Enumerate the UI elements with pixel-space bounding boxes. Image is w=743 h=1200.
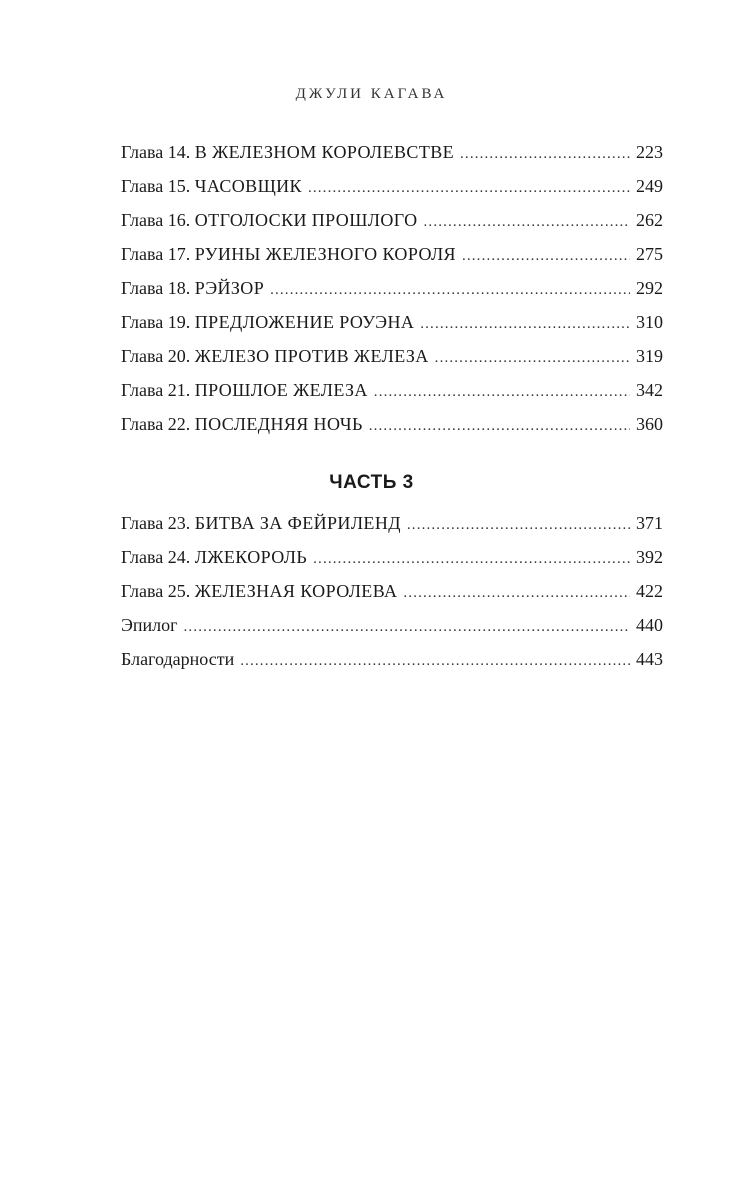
toc-entry-title: ЖЕЛЕЗНАЯ КОРОЛЕВА (194, 581, 398, 601)
toc-entry (121, 614, 663, 648)
toc-entry (121, 243, 663, 277)
toc-entry-prefix: Глава 20. (121, 346, 195, 366)
toc-entry-page: 292 (636, 278, 663, 298)
dot-leader (374, 381, 630, 403)
dot-leader (460, 143, 630, 165)
toc-entry-page: 440 (636, 615, 663, 635)
toc-entry (121, 175, 663, 209)
toc-entry-page: 275 (636, 244, 663, 264)
toc-entry (121, 580, 663, 614)
toc-entry-label (121, 512, 401, 534)
toc-entry-title: ЖЕЛЕЗО ПРОТИВ ЖЕЛЕЗА (194, 346, 429, 366)
part-heading: ЧАСТЬ 3 (329, 472, 414, 493)
toc-list (121, 141, 663, 447)
dot-leader (407, 514, 630, 536)
toc-entry-prefix: Глава 22. (121, 414, 195, 434)
toc-entry-label (121, 277, 264, 299)
toc-entry-title: ЧАСОВЩИК (194, 176, 302, 196)
toc-entry-prefix: Глава 19. (121, 312, 195, 332)
dot-leader (424, 211, 630, 233)
dot-leader (240, 650, 630, 672)
toc-entry-label (121, 209, 418, 231)
dot-leader (369, 415, 630, 437)
toc-entry-label (121, 311, 414, 333)
toc-entry-prefix: Глава 21. (121, 380, 195, 400)
toc-entry-prefix: Глава 14. (121, 142, 195, 162)
dot-leader (270, 279, 630, 301)
toc-entry (121, 512, 663, 546)
toc-entry (121, 345, 663, 379)
toc-entry-label (121, 413, 363, 435)
toc-entry-label (121, 546, 307, 568)
dot-leader (308, 177, 630, 199)
toc-entry-label (121, 580, 397, 602)
toc-entry (121, 413, 663, 447)
toc-entry-title: В ЖЕЛЕЗНОМ КОРОЛЕВСТВЕ (194, 142, 455, 162)
toc-list (121, 512, 663, 682)
dot-leader (462, 245, 630, 267)
toc-entry-title: БИТВА ЗА ФЕЙРИЛЕНД (194, 513, 401, 533)
running-head: ДЖУЛИ КАГАВА (295, 86, 448, 102)
toc-entry-title: ПОСЛЕДНЯЯ НОЧЬ (194, 414, 363, 434)
toc-entry-page: 262 (636, 210, 663, 230)
toc-entry-title: ЛЖЕКОРОЛЬ (194, 547, 308, 567)
toc-entry-prefix: Глава 23. (121, 513, 195, 533)
toc-entry-page: 360 (636, 414, 663, 434)
dot-leader (420, 313, 630, 335)
dot-leader (313, 548, 630, 570)
toc-entry-page: 310 (636, 312, 663, 332)
toc-entry (121, 648, 663, 682)
toc-entry-title: РЭЙЗОР (194, 278, 265, 298)
toc-entry-label (121, 614, 178, 636)
toc-entry (121, 379, 663, 413)
toc-entry-label (121, 345, 429, 367)
toc-entry (121, 209, 663, 243)
toc-entry-title: ОТГОЛОСКИ ПРОШЛОГО (194, 210, 418, 230)
toc-entry-page: 319 (636, 346, 663, 366)
toc-entry-prefix: Глава 24. (121, 547, 195, 567)
toc-entry-page: 422 (636, 581, 663, 601)
toc-entry-title: ПРЕДЛОЖЕНИЕ РОУЭНА (194, 312, 415, 332)
toc-entry (121, 546, 663, 580)
dot-leader (403, 582, 630, 604)
toc-entry-prefix: Глава 18. (121, 278, 195, 298)
dot-leader (184, 616, 630, 638)
toc-entry-label (121, 243, 456, 265)
toc-entry (121, 311, 663, 345)
toc-entry-page: 223 (636, 142, 663, 162)
toc-entry-page: 249 (636, 176, 663, 196)
toc-entry-label (121, 648, 234, 670)
toc-entry (121, 277, 663, 311)
toc-entry-page: 392 (636, 547, 663, 567)
toc-entry (121, 141, 663, 175)
toc-entry-prefix: Глава 15. (121, 176, 195, 196)
toc-entry-page: 371 (636, 513, 663, 533)
toc-entry-prefix: Глава 17. (121, 244, 195, 264)
toc-entry-page: 342 (636, 380, 663, 400)
toc-entry-prefix: Глава 16. (121, 210, 195, 230)
toc-entry-label (121, 379, 368, 401)
toc-entry-prefix: Благодарности (121, 649, 235, 669)
toc-entry-prefix: Эпилог (121, 615, 178, 635)
toc-entry-title: ПРОШЛОЕ ЖЕЛЕЗА (194, 380, 368, 400)
toc-entry-label (121, 175, 302, 197)
toc-entry-prefix: Глава 25. (121, 581, 195, 601)
toc-entry-label (121, 141, 454, 163)
dot-leader (435, 347, 630, 369)
toc-entry-page: 443 (636, 649, 663, 669)
toc-entry-title: РУИНЫ ЖЕЛЕЗНОГО КОРОЛЯ (194, 244, 456, 264)
